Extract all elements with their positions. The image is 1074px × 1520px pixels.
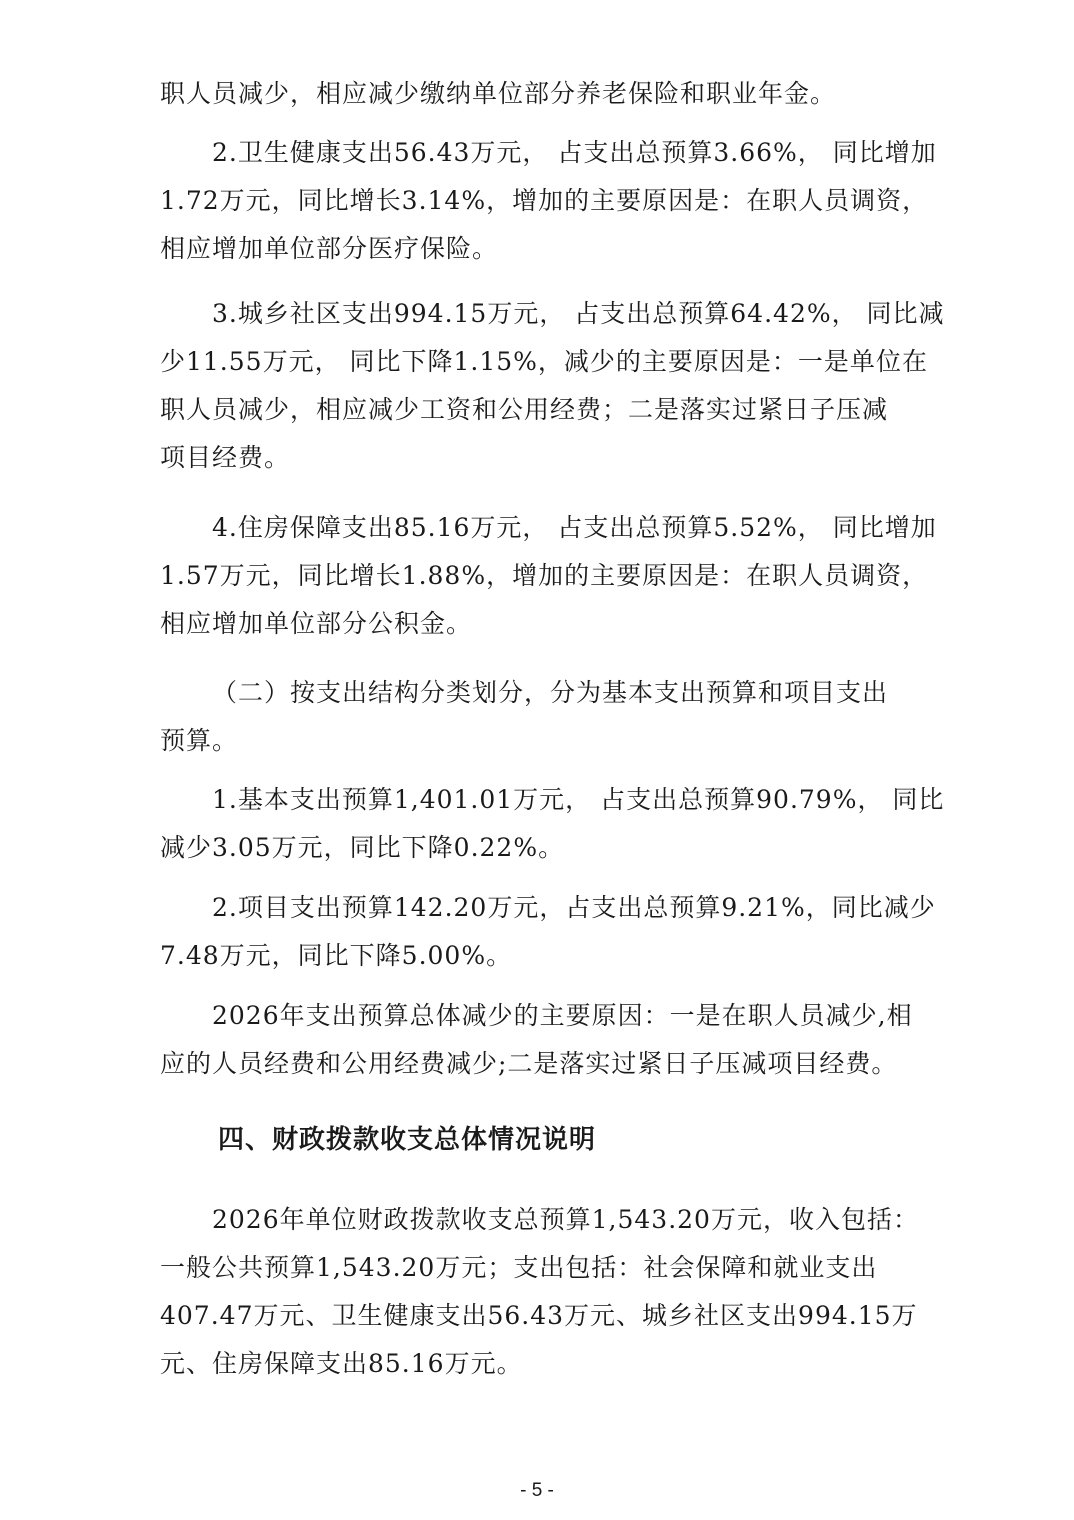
paragraph-fiscal-appropriation (160, 1196, 930, 1388)
text-line: 1.57万元，同比增长1.88%，增加的主要原因是：在职人员调资， (160, 561, 929, 590)
text-line: 7.48万元，同比下降5.00%。 (160, 941, 513, 970)
paragraph-health-expenditure (160, 129, 937, 273)
text-line: 2026年支出预算总体减少的主要原因：一是在职人员减少,相 (212, 1001, 913, 1030)
text-line: 相应增加单位部分公积金。 (160, 609, 473, 638)
text-line: 2.项目支出预算142.20万元，占支出总预算9.21%，同比减少 (212, 893, 936, 922)
text-line: 预算。 (160, 726, 239, 755)
paragraph-continuation (160, 70, 930, 118)
text-line: 减少3.05万元，同比下降0.22%。 (160, 833, 565, 862)
paragraph-urban-rural-expenditure (160, 290, 945, 482)
text-line: 元、住房保障支出85.16万元。 (160, 1349, 523, 1378)
text-line: 1.基本支出预算1,401.01万元， 占支出总预算90.79%， 同比 (212, 785, 945, 814)
paragraph-basic-expenditure (160, 776, 945, 872)
text-line: 职人员减少，相应减少缴纳单位部分养老保险和职业年金。 (160, 79, 837, 108)
text-line: 4.住房保障支出85.16万元， 占支出总预算5.52%， 同比增加 (212, 513, 937, 542)
text-line: 407.47万元、卫生健康支出56.43万元、城乡社区支出994.15万 (160, 1301, 918, 1330)
text-line: 一般公共预算1,543.20万元；支出包括：社会保障和就业支出 (160, 1253, 878, 1282)
paragraph-structure-classification (160, 669, 930, 765)
paragraph-housing-expenditure (160, 504, 937, 648)
paragraph-overall-reason (160, 992, 930, 1088)
text-line: 少11.55万元， 同比下降1.15%，减少的主要原因是：一是单位在 (160, 347, 928, 376)
text-line: （二）按支出结构分类划分，分为基本支出预算和项目支出 (212, 678, 889, 707)
text-line: 应的人员经费和公用经费减少;二是落实过紧日子压减项目经费。 (160, 1049, 898, 1078)
text-line: 项目经费。 (160, 443, 291, 472)
paragraph-project-expenditure (160, 884, 936, 980)
text-line: 职人员减少，相应减少工资和公用经费；二是落实过紧日子压减 (160, 395, 889, 424)
text-line: 2026年单位财政拨款收支总预算1,543.20万元，收入包括： (212, 1205, 919, 1234)
text-line: 相应增加单位部分医疗保险。 (160, 234, 499, 263)
text-line: 1.72万元，同比增长3.14%，增加的主要原因是：在职人员调资， (160, 186, 929, 215)
text-line: 3.城乡社区支出994.15万元， 占支出总预算64.42%， 同比减 (212, 299, 945, 328)
page-number: - 5 - (520, 1480, 554, 1501)
text-line: 2.卫生健康支出56.43万元， 占支出总预算3.66%， 同比增加 (212, 138, 937, 167)
section-heading: 四、财政拨款收支总体情况说明 (218, 1125, 597, 1155)
